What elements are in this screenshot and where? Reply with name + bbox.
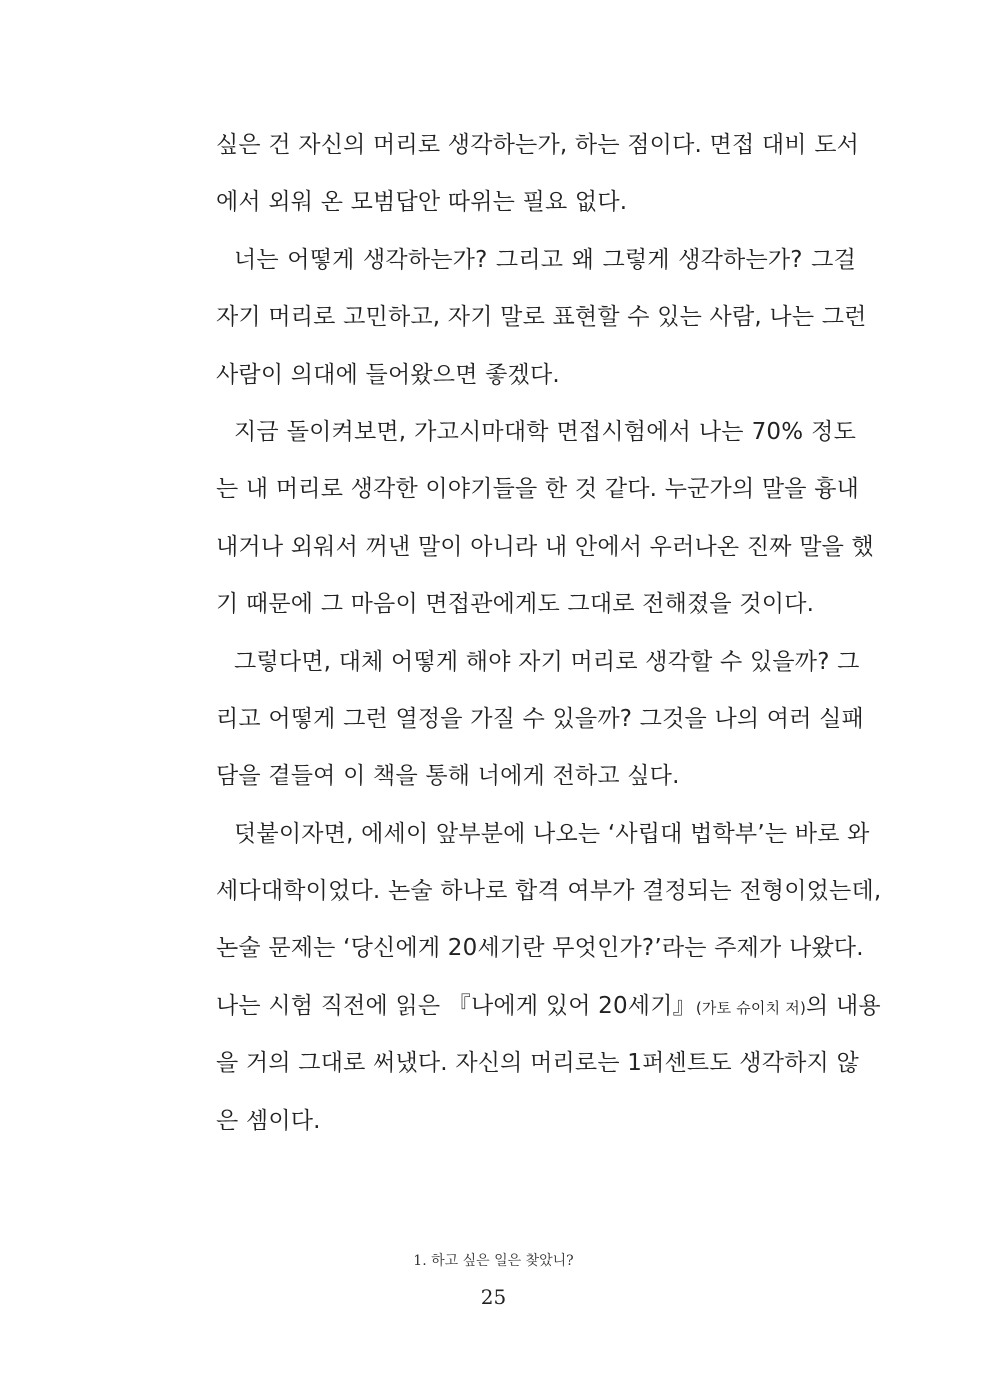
text-line-16-after: 의 내용 <box>806 992 881 1019</box>
author-note: (가토 슈이치 저) <box>695 998 807 1017</box>
text-line-10-text: 그렇다면, 대체 어떻게 해야 자기 머리로 생각할 수 있을까? 그 <box>234 648 860 675</box>
text-line-17: 을 거의 그대로 써냈다. 자신의 머리로는 1퍼센트도 생각하지 않 <box>216 1050 859 1077</box>
text-line-12: 담을 곁들여 이 책을 통해 너에게 전하고 싶다. <box>216 763 680 790</box>
text-line-4: 자기 머리로 고민하고, 자기 말로 표현할 수 있는 사람, 나는 그런 <box>216 304 867 331</box>
text-line-10 <box>216 637 860 694</box>
text-line-5: 사람이 의대에 들어왔으면 좋겠다. <box>216 361 560 388</box>
body-text <box>216 120 882 1153</box>
text-line-14: 세다대학이었다. 논술 하나로 합격 여부가 결정되는 전형이었는데, <box>216 878 882 905</box>
text-line-13 <box>216 809 870 866</box>
page-number: 25 <box>480 1285 507 1309</box>
text-line-8: 내거나 외워서 꺼낸 말이 아니라 내 안에서 우러나온 진짜 말을 했 <box>216 533 874 560</box>
text-line-6-text: 지금 돌이켜보면, 가고시마대학 면접시험에서 나는 70% 정도 <box>234 418 856 445</box>
text-line-7: 는 내 머리로 생각한 이야기들을 한 것 같다. 누군가의 말을 흉내 <box>216 476 860 503</box>
text-line-13-text: 덧붙이자면, 에세이 앞부분에 나오는 ‘사립대 법학부’는 바로 와 <box>234 820 870 847</box>
chapter-running-title: 1. 하고 싶은 일은 찾았니? <box>413 1253 574 1269</box>
text-line-3-text: 너는 어떻게 생각하는가? 그리고 왜 그렇게 생각하는가? 그걸 <box>234 246 856 273</box>
text-line-2: 에서 외워 온 모범답안 따위는 필요 없다. <box>216 189 628 216</box>
text-line-9: 기 때문에 그 마음이 면접관에게도 그대로 전해졌을 것이다. <box>216 591 815 618</box>
text-line-16-before: 나는 시험 직전에 읽은 『나에게 있어 20세기』 <box>216 992 696 1019</box>
text-line-16 <box>216 981 881 1038</box>
text-line-6 <box>216 407 856 464</box>
text-line-1: 싶은 건 자신의 머리로 생각하는가, 하는 점이다. 면접 대비 도서 <box>216 132 860 158</box>
text-line-3 <box>216 235 856 292</box>
text-line-15: 논술 문제는 ‘당신에게 20세기란 무엇인가?’라는 주제가 나왔다. <box>216 935 864 962</box>
text-line-18: 은 셈이다. <box>216 1107 321 1134</box>
text-line-11: 리고 어떻게 그런 열정을 가질 수 있을까? 그것을 나의 여러 실패 <box>216 705 864 732</box>
